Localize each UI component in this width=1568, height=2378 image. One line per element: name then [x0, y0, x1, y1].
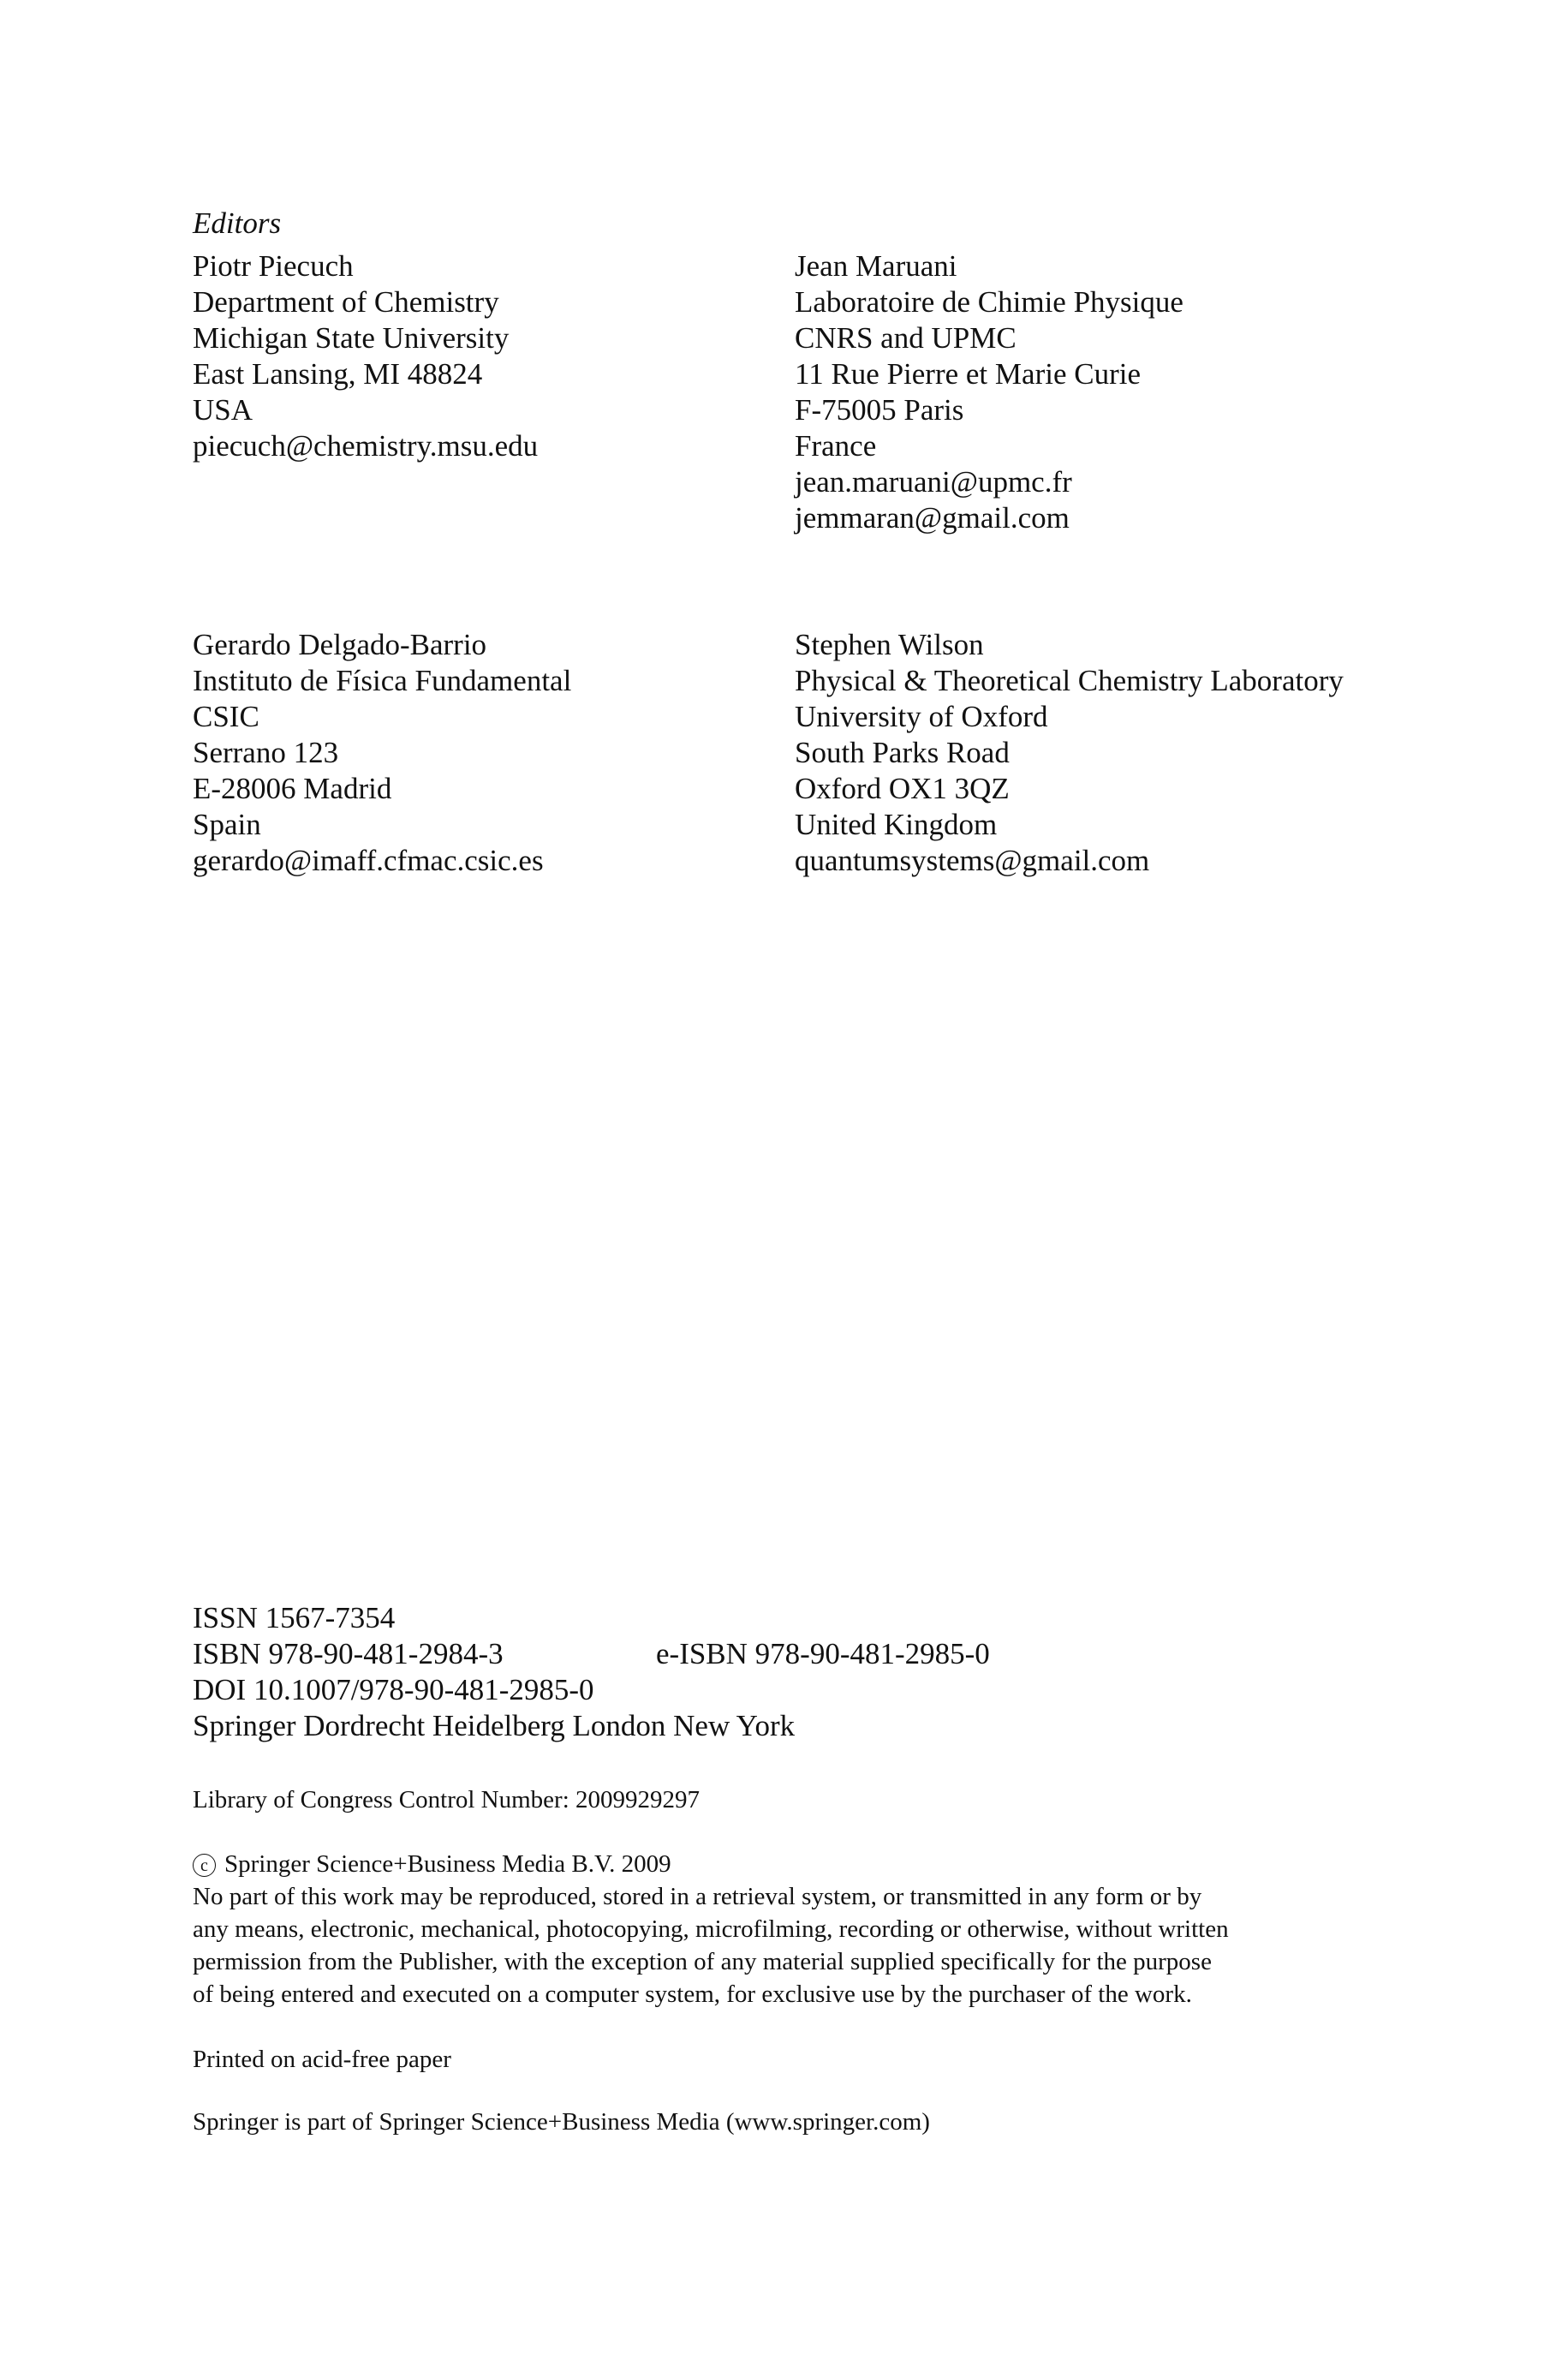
- editor-department: Physical & Theoretical Chemistry Laboratory: [795, 664, 1344, 697]
- editor-department: Laboratoire de Chimie Physique: [795, 285, 1183, 319]
- copyright-line: [193, 1848, 671, 1880]
- editor-street: Serrano 123: [193, 736, 339, 769]
- editor-street: 11 Rue Pierre et Marie Curie: [795, 357, 1141, 391]
- e-isbn: e-ISBN 978-90-481-2985-0: [656, 1637, 990, 1670]
- editor-institution: University of Oxford: [795, 700, 1048, 733]
- editor-country: USA: [193, 393, 253, 427]
- editor-country: United Kingdom: [795, 808, 998, 841]
- editor-department: Department of Chemistry: [193, 285, 499, 319]
- editor-address-piecuch: [193, 248, 792, 464]
- editor-street: South Parks Road: [795, 736, 1010, 769]
- editor-institution: CNRS and UPMC: [795, 321, 1017, 355]
- editor-institution: Michigan State University: [193, 321, 510, 355]
- editor-name: Piotr Piecuch: [193, 249, 354, 283]
- editor-email: piecuch@chemistry.msu.edu: [193, 429, 539, 463]
- rights-line: permission from the Publisher, with the exception of any material supplied specifically for the purpose: [193, 1948, 1212, 1975]
- editor-department: Instituto de Física Fundamental: [193, 664, 572, 697]
- editor-address-maruani: [795, 248, 1394, 536]
- editor-city: East Lansing, MI 48824: [193, 357, 483, 391]
- editor-address-wilson: [795, 627, 1394, 879]
- publication-identifiers: [193, 1600, 1392, 1744]
- issn: ISSN 1567-7354: [193, 1601, 396, 1634]
- isbn-row: [193, 1636, 1392, 1672]
- library-of-congress-number: Library of Congress Control Number: 2009929297: [193, 1786, 701, 1813]
- isbn: ISBN 978-90-481-2984-3: [193, 1637, 504, 1670]
- rights-line: No part of this work may be reproduced, stored in a retrieval system, or transmitted in any form or by: [193, 1883, 1202, 1910]
- springer-note: Springer is part of Springer Science+Business Media (www.springer.com): [193, 2108, 930, 2136]
- paper-note: Printed on acid-free paper: [193, 2046, 451, 2073]
- editor-name: Jean Maruani: [795, 249, 957, 283]
- editor-email: quantumsystems@gmail.com: [795, 844, 1150, 877]
- editor-name: Gerardo Delgado-Barrio: [193, 628, 487, 661]
- editor-city: F-75005 Paris: [795, 393, 964, 427]
- editors-heading: Editors: [193, 206, 282, 240]
- rights-statement: [193, 1880, 1396, 2011]
- copyright-symbol-icon: c: [193, 1854, 216, 1877]
- editor-city: E-28006 Madrid: [193, 772, 392, 805]
- editor-email: gerardo@imaff.cfmac.csic.es: [193, 844, 544, 877]
- publisher-cities: Springer Dordrecht Heidelberg London New York: [193, 1709, 796, 1742]
- editor-institution: CSIC: [193, 700, 259, 733]
- rights-line: of being entered and executed on a computer system, for exclusive use by the purchaser of the work.: [193, 1981, 1192, 2008]
- editor-email-alt: jemmaran@gmail.com: [795, 501, 1070, 535]
- copyright-text: Springer Science+Business Media B.V. 2009: [224, 1850, 671, 1878]
- rights-line: any means, electronic, mechanical, photocopying, microfilming, recording or otherwise, without written: [193, 1915, 1229, 1943]
- editor-city: Oxford OX1 3QZ: [795, 772, 1010, 805]
- editor-country: France: [795, 429, 877, 463]
- editor-name: Stephen Wilson: [795, 628, 984, 661]
- editor-country: Spain: [193, 808, 261, 841]
- editor-address-delgado-barrio: [193, 627, 792, 879]
- doi: DOI 10.1007/978-90-481-2985-0: [193, 1673, 594, 1706]
- editor-email: jean.maruani@upmc.fr: [795, 465, 1072, 499]
